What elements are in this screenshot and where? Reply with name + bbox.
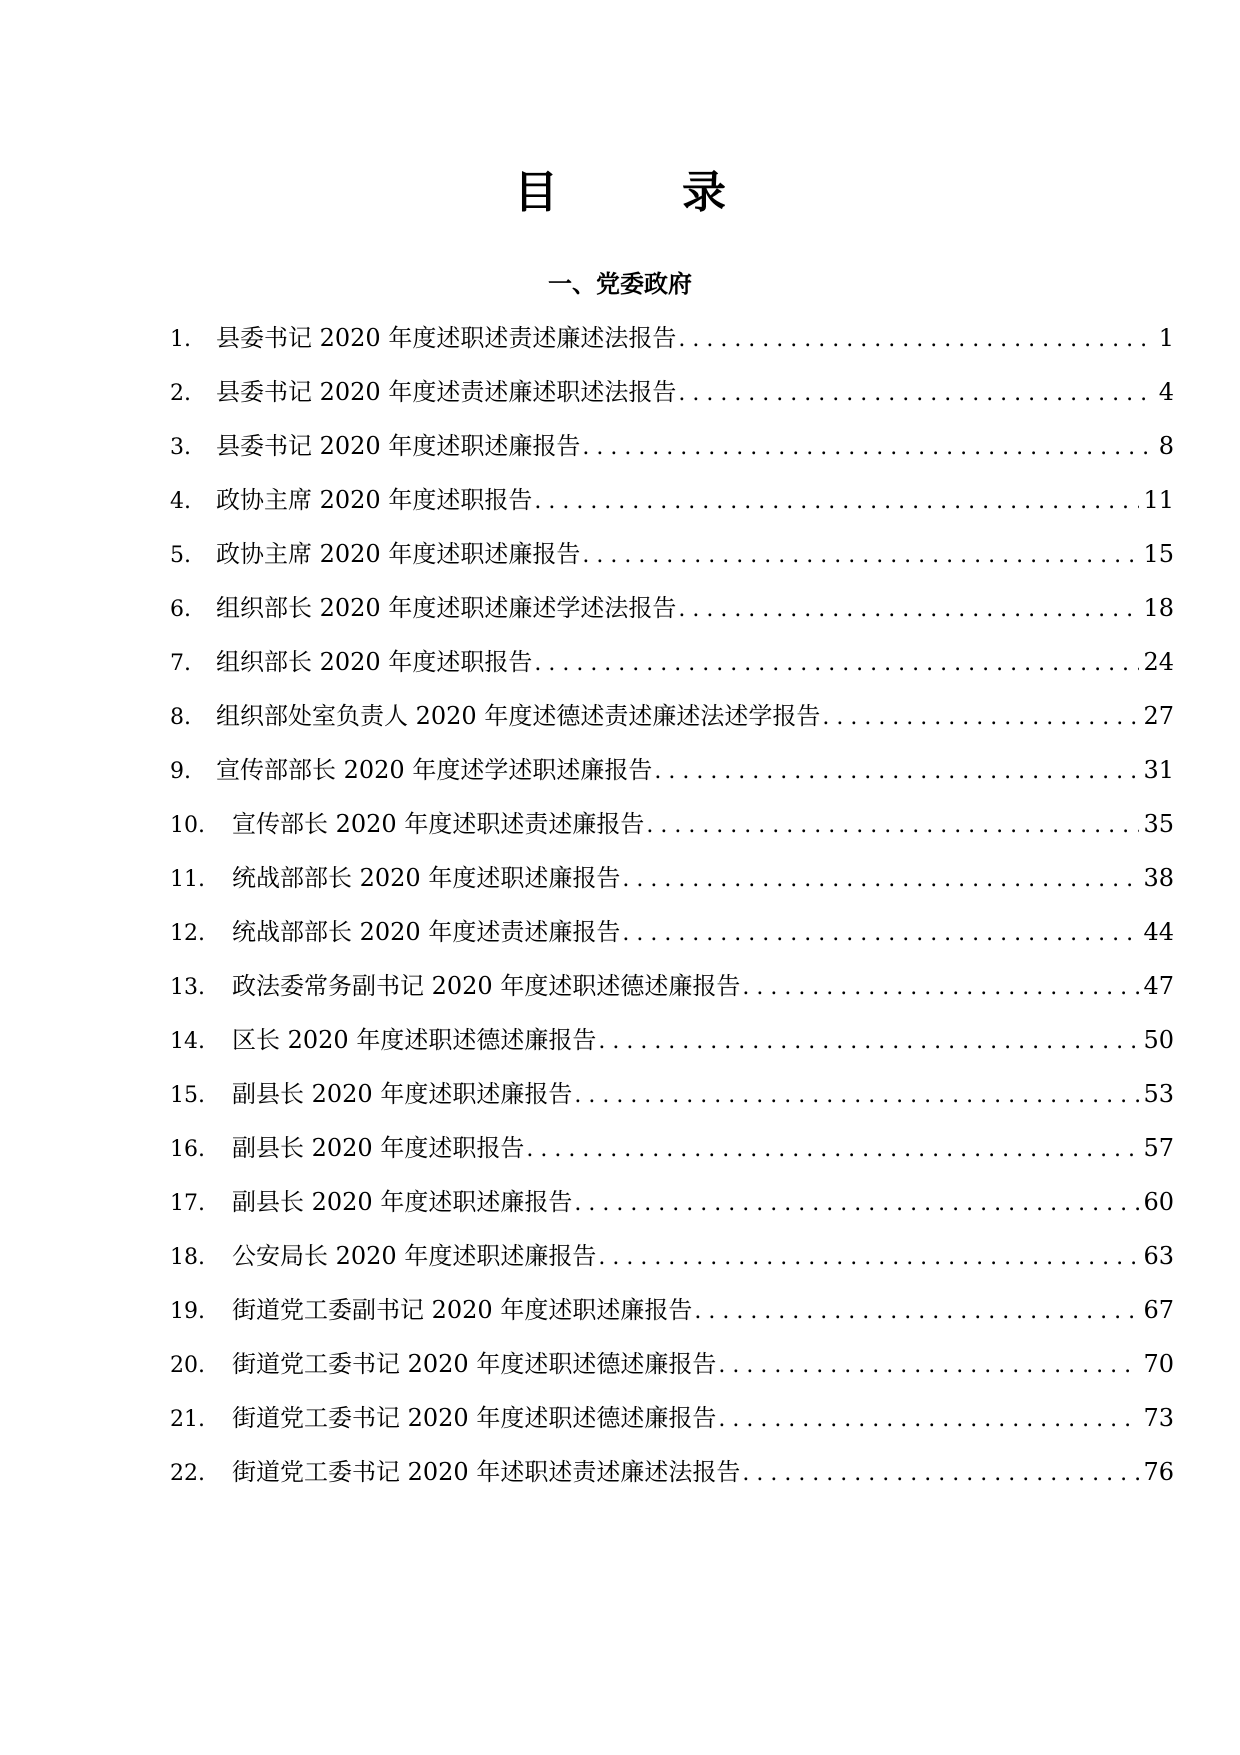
toc-leader-dots: [574, 1184, 1139, 1224]
toc-entry-title: 统战部部长 2020 年度述责述廉报告: [232, 918, 621, 946]
toc-entry[interactable]: [170, 1074, 1174, 1128]
toc-leader-dots: [822, 698, 1139, 738]
toc-entry[interactable]: [170, 912, 1174, 966]
toc-leader-dots: [534, 644, 1139, 684]
toc-entry-number: 12.: [170, 921, 205, 946]
toc-entry-page: 27: [1143, 702, 1174, 730]
toc-entry-page: 60: [1143, 1188, 1174, 1216]
toc-entry-page: 1: [1158, 324, 1174, 352]
toc-entry-page: 15: [1143, 540, 1174, 568]
toc-entry[interactable]: [170, 1182, 1174, 1236]
toc-entry-page: 70: [1143, 1350, 1174, 1378]
toc-entry-page: 53: [1143, 1080, 1174, 1108]
toc-leader-dots: [694, 1292, 1139, 1332]
toc-leader-dots: [742, 968, 1139, 1008]
toc-entry-page: 47: [1143, 972, 1174, 1000]
toc-entry-number: 22.: [170, 1461, 205, 1486]
toc-entry[interactable]: [170, 480, 1174, 534]
toc-entry-number: 9.: [170, 759, 191, 784]
toc-leader-dots: [718, 1400, 1139, 1440]
toc-leader-dots: [718, 1346, 1139, 1386]
section-heading: 一、党委政府: [548, 270, 692, 298]
toc-entry-title: 组织部长 2020 年度述职述廉述学述法报告: [216, 594, 677, 622]
toc-entry-number: 21.: [170, 1407, 205, 1432]
toc-entry-number: 19.: [170, 1299, 205, 1324]
toc-entry-page: 57: [1143, 1134, 1174, 1162]
toc-entry[interactable]: [170, 372, 1174, 426]
toc-entry[interactable]: [170, 966, 1174, 1020]
toc-leader-dots: [646, 806, 1139, 846]
toc-entry[interactable]: [170, 1236, 1174, 1290]
toc-entry-page: 24: [1143, 648, 1174, 676]
toc-entry-page: 73: [1143, 1404, 1174, 1432]
toc-entry-page: 18: [1143, 594, 1174, 622]
toc-entry-title: 组织部长 2020 年度述职报告: [216, 648, 533, 676]
toc-entry-title: 副县长 2020 年度述职述廉报告: [232, 1080, 573, 1108]
toc-entry-number: 7.: [170, 651, 191, 676]
toc-leader-dots: [526, 1130, 1139, 1170]
toc-entry-number: 20.: [170, 1353, 205, 1378]
toc-entry[interactable]: [170, 1344, 1174, 1398]
toc-leader-dots: [598, 1238, 1139, 1278]
toc-entry-title: 县委书记 2020 年度述职述廉报告: [216, 432, 581, 460]
toc-entry-number: 13.: [170, 975, 205, 1000]
toc-entry-title: 副县长 2020 年度述职报告: [232, 1134, 525, 1162]
toc-entry-title: 街道党工委书记 2020 年述职述责述廉述法报告: [232, 1458, 741, 1486]
toc-entry-number: 1.: [170, 327, 191, 352]
toc-entry[interactable]: [170, 750, 1174, 804]
toc-entry-number: 18.: [170, 1245, 205, 1270]
toc-entry-number: 11.: [170, 867, 205, 892]
toc-entry-title: 县委书记 2020 年度述职述责述廉述法报告: [216, 324, 677, 352]
toc-entry-title: 政法委常务副书记 2020 年度述职述德述廉报告: [232, 972, 741, 1000]
toc-entry[interactable]: [170, 1452, 1174, 1506]
toc-entry-number: 17.: [170, 1191, 205, 1216]
toc-entry-page: 8: [1158, 432, 1174, 460]
toc-leader-dots: [678, 590, 1139, 630]
toc-leader-dots: [582, 536, 1139, 576]
toc-entry[interactable]: [170, 426, 1174, 480]
toc-entry[interactable]: [170, 534, 1174, 588]
toc-entry-page: 4: [1158, 378, 1174, 406]
toc-entry-page: 67: [1143, 1296, 1174, 1324]
toc-entry[interactable]: [170, 1398, 1174, 1452]
toc-entry-page: 35: [1143, 810, 1174, 838]
toc-leader-dots: [654, 752, 1139, 792]
toc-entry-title: 组织部处室负责人 2020 年度述德述责述廉述法述学报告: [216, 702, 821, 730]
toc-leader-dots: [582, 428, 1154, 468]
toc-leader-dots: [622, 860, 1139, 900]
toc-entry-number: 10.: [170, 813, 205, 838]
toc-leader-dots: [598, 1022, 1139, 1062]
toc-entry-page: 50: [1143, 1026, 1174, 1054]
toc-entry-title: 政协主席 2020 年度述职报告: [216, 486, 533, 514]
toc-entry-number: 15.: [170, 1083, 205, 1108]
toc-entry-number: 5.: [170, 543, 191, 568]
toc-leader-dots: [622, 914, 1139, 954]
toc-entry-number: 2.: [170, 381, 191, 406]
toc-entry-page: 44: [1143, 918, 1174, 946]
toc-entry[interactable]: [170, 858, 1174, 912]
toc-entry-number: 6.: [170, 597, 191, 622]
toc-leader-dots: [574, 1076, 1139, 1116]
toc-entry-page: 76: [1143, 1458, 1174, 1486]
toc-entry-title: 统战部部长 2020 年度述职述廉报告: [232, 864, 621, 892]
toc-entry[interactable]: [170, 1128, 1174, 1182]
toc-entry-title: 政协主席 2020 年度述职述廉报告: [216, 540, 581, 568]
toc-entry-title: 宣传部长 2020 年度述职述责述廉报告: [232, 810, 645, 838]
toc-entry-page: 63: [1143, 1242, 1174, 1270]
toc-entry-number: 3.: [170, 435, 191, 460]
page-title: 目 录: [514, 167, 766, 218]
toc-leader-dots: [742, 1454, 1139, 1494]
toc-entry-title: 街道党工委副书记 2020 年度述职述廉报告: [232, 1296, 693, 1324]
toc-entry-number: 16.: [170, 1137, 205, 1162]
toc-entry-number: 4.: [170, 489, 191, 514]
toc-entry-title: 公安局长 2020 年度述职述廉报告: [232, 1242, 597, 1270]
toc-entry[interactable]: [170, 696, 1174, 750]
toc-entry-title: 区长 2020 年度述职述德述廉报告: [232, 1026, 597, 1054]
toc-entry[interactable]: [170, 642, 1174, 696]
toc-entry-title: 街道党工委书记 2020 年度述职述德述廉报告: [232, 1404, 717, 1432]
toc-leader-dots: [534, 482, 1139, 522]
toc-entry[interactable]: [170, 588, 1174, 642]
toc-entry-page: 38: [1143, 864, 1174, 892]
toc-entry[interactable]: [170, 318, 1174, 372]
toc-entry-page: 31: [1143, 756, 1174, 784]
toc-leader-dots: [678, 374, 1154, 414]
toc-entry-title: 副县长 2020 年度述职述廉报告: [232, 1188, 573, 1216]
toc-entry[interactable]: [170, 1020, 1174, 1074]
toc-entry-title: 县委书记 2020 年度述责述廉述职述法报告: [216, 378, 677, 406]
toc-entry[interactable]: [170, 1290, 1174, 1344]
toc-entry-number: 8.: [170, 705, 191, 730]
toc-entry-title: 宣传部部长 2020 年度述学述职述廉报告: [216, 756, 653, 784]
toc-leader-dots: [678, 320, 1154, 360]
toc-entry-page: 11: [1143, 486, 1174, 514]
toc-entry-title: 街道党工委书记 2020 年度述职述德述廉报告: [232, 1350, 717, 1378]
toc-entry[interactable]: [170, 804, 1174, 858]
table-of-contents: [170, 318, 1174, 1506]
toc-entry-number: 14.: [170, 1029, 205, 1054]
